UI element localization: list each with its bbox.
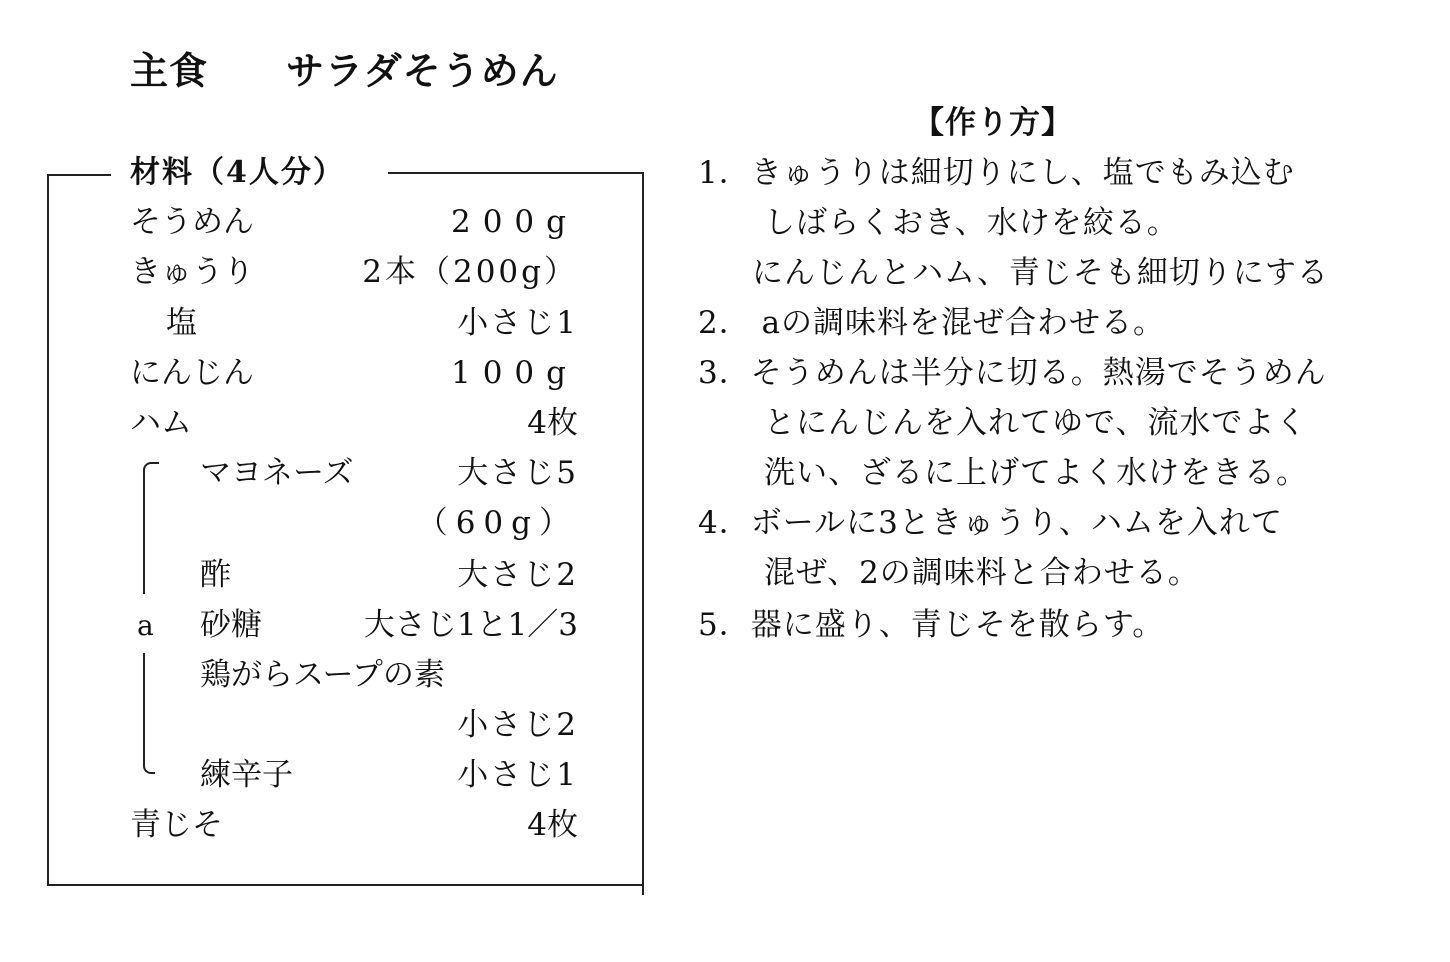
- ingredients-box-left-border: [47, 175, 49, 885]
- group-ingredient-name: 砂糖: [200, 607, 262, 643]
- method-line: 4．ボールに3ときゅうり、ハムを入れて: [698, 505, 1283, 541]
- method-heading: 【作り方】: [913, 105, 1073, 141]
- group-ingredient-amount: 小さじ1: [457, 757, 578, 793]
- group-ingredient-amount: （60g）: [416, 505, 578, 541]
- method-line: 洗い、ざるに上げてよく水けをきる。: [764, 455, 1308, 491]
- recipe-title: 主食 サラダそうめん: [130, 48, 559, 93]
- ingredient-amount: 200g: [450, 204, 578, 240]
- group-ingredient-name: 鶏がらスープの素: [200, 657, 445, 693]
- method-line: 5．器に盛り、青じそを散らす。: [698, 607, 1165, 643]
- ingredient-name: そうめん: [130, 204, 254, 240]
- ingredients-box-bottom-border: [47, 884, 644, 886]
- group-ingredient-name: マヨネーズ: [200, 455, 354, 491]
- group-label: a: [137, 609, 154, 642]
- group-ingredient-amount: 小さじ2: [457, 707, 578, 743]
- ingredient-amount: 2本（200g）: [362, 254, 578, 290]
- method-line: 3．そうめんは半分に切る。熱湯でそうめん: [698, 355, 1327, 391]
- ingredient-name: ハム: [130, 405, 192, 441]
- group-ingredient-amount: 大さじ5: [457, 455, 578, 491]
- group-ingredient-amount: 大さじ1と1／3: [363, 607, 578, 643]
- method-line: 混ぜ、2の調味料と合わせる。: [764, 555, 1200, 591]
- method-line: とにんじんを入れてゆで、流水でよく: [764, 405, 1308, 441]
- group-bracket: [143, 474, 145, 594]
- method-line: しばらくおき、水けを絞る。: [764, 205, 1179, 241]
- ingredient-name: 青じそ: [130, 807, 223, 843]
- ingredient-amount: 4枚: [527, 405, 578, 441]
- ingredients-heading: 材料（4人分）: [130, 155, 345, 190]
- group-ingredient-name: 練辛子: [200, 757, 293, 793]
- ingredients-box-right-border: [642, 173, 644, 895]
- group-bracket: [143, 462, 159, 478]
- ingredient-name: きゅうり: [130, 254, 254, 290]
- method-line: にんじんとハム、青じそも細切りにする: [752, 255, 1329, 291]
- ingredients-box-top-border: [388, 172, 644, 174]
- ingredient-amount: 4枚: [527, 807, 578, 843]
- ingredients-box-top-border: [47, 174, 111, 176]
- method-line: 2． aの調味料を混ぜ合わせる。: [698, 305, 1166, 341]
- ingredient-name: にんじん: [130, 355, 254, 391]
- ingredient-amount: 100g: [450, 355, 578, 391]
- group-bracket: [143, 653, 145, 765]
- method-line: 1．きゅうりは細切りにし、塩でもみ込む: [698, 155, 1295, 191]
- ingredient-amount: 小さじ1: [457, 305, 578, 341]
- group-ingredient-amount: 大さじ2: [457, 557, 578, 593]
- ingredient-name: 塩: [166, 305, 197, 341]
- group-bracket: [143, 760, 155, 774]
- group-ingredient-name: 酢: [200, 557, 231, 593]
